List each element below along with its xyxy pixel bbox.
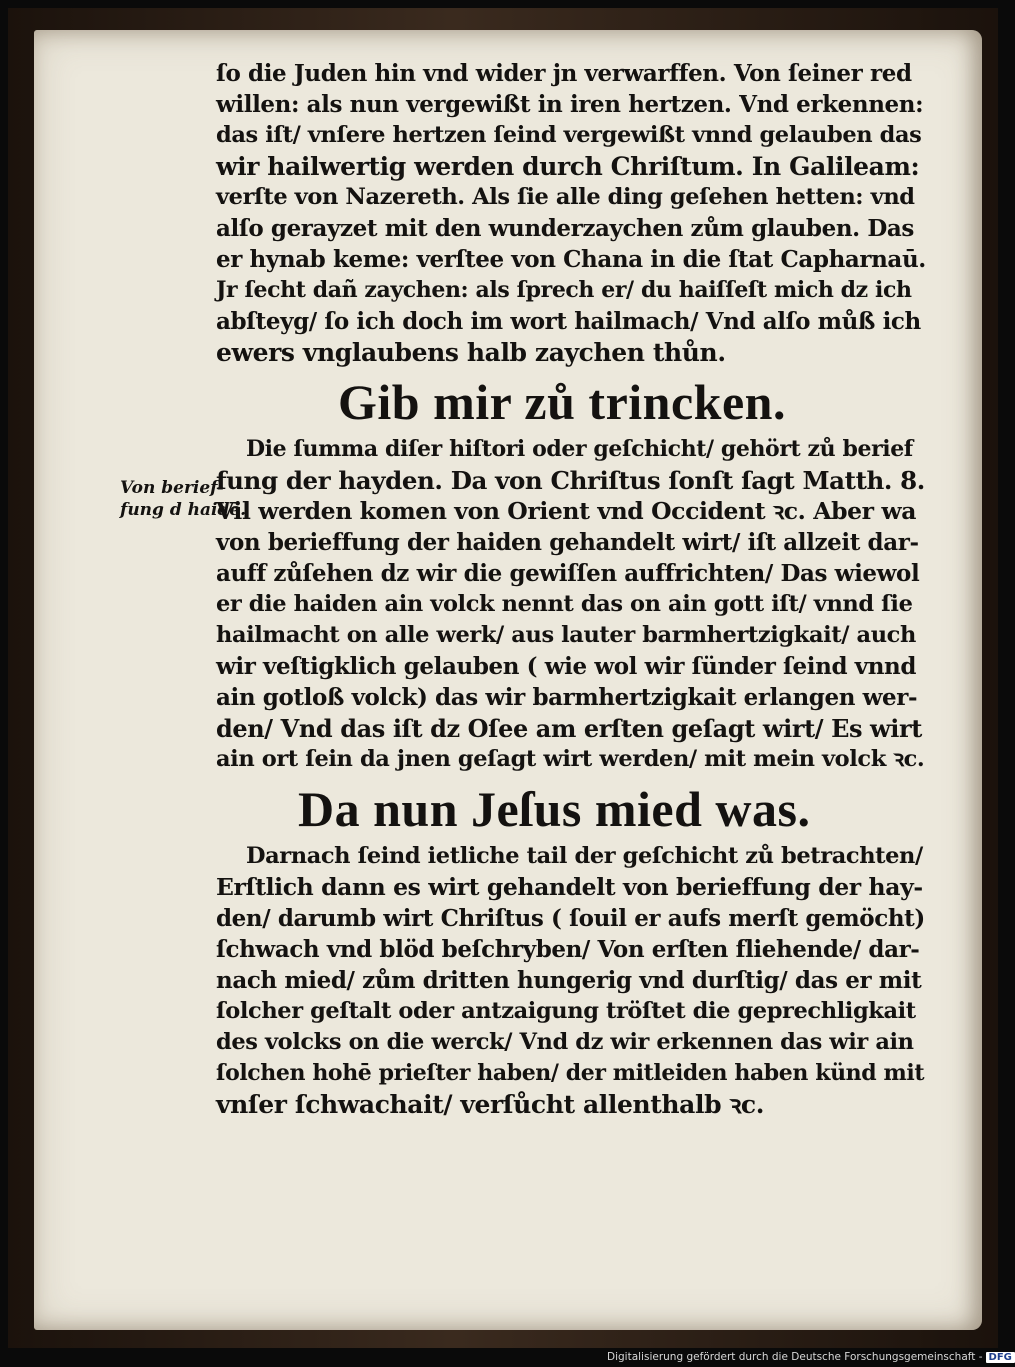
text-line: Jr ſecht dañ zaychen: als ſprech er/ du haiſſeſt mich dz ich xyxy=(216,277,912,303)
text-line: Erſtlich dann es wirt gehandelt von berieffung der hay- xyxy=(216,873,923,901)
funding-footer xyxy=(607,1351,1015,1363)
text-line: ain ort ſein da jnen geſagt wirt werden/ mit mein volck ꝛc. xyxy=(216,746,925,772)
paragraph-2 xyxy=(216,434,926,775)
text-line: wir veſtigklich gelauben ( wie wol wir ſünder ſeind vnnd xyxy=(216,653,917,680)
footer-text: Digitalisierung gefördert durch die Deutsche Forschungsgemeinschaft - xyxy=(607,1351,983,1363)
paragraph-1 xyxy=(216,58,926,368)
text-line: ſolcher geſtalt oder antzaigung tröſtet die geprechligkait xyxy=(216,998,916,1024)
text-line: des volcks on die werck/ Vnd dz wir erkennen das wir ain xyxy=(216,1029,914,1055)
paragraph-3 xyxy=(216,841,926,1120)
text-line: Die ſumma diſer hiſtori oder geſchicht/ gehört zů berief xyxy=(246,436,913,462)
text-line: verſte von Nazereth. Als ſie alle ding geſehen hetten: vnd xyxy=(216,184,915,210)
text-line: das iſt/ vnſere hertzen ſeind vergewißt vnnd gelauben das xyxy=(216,122,922,148)
main-text xyxy=(216,58,926,1120)
dfg-logo: DFG xyxy=(986,1352,1015,1363)
text-line: wir hailwertig werden durch Chriſtum. In Galileam: xyxy=(216,152,920,181)
text-line: Vil werden komen von Orient vnd Occident ꝛc. Aber wa xyxy=(216,497,917,525)
text-line: er hynab keme: verſtee von Chana in die ſtat Capharnaū. xyxy=(216,246,926,273)
text-line: fung der hayden. Da von Chriſtus ſonſt ſagt Matth. 8. xyxy=(216,466,925,495)
text-line: ain gotloß volck) das wir barmhertzigkait erlangen wer- xyxy=(216,684,918,711)
text-line: auff zůſehen dz wir die gewiſſen auffrichten/ Das wiewol xyxy=(216,560,920,587)
text-line: ſchwach vnd blöd beſchryben/ Von erſten fliehende/ dar- xyxy=(216,936,920,963)
text-line: ewers vnglaubens halb zaychen thůn. xyxy=(216,338,726,367)
text-line: den/ darumb wirt Chriſtus ( ſouil er aufs merſt gemöcht) xyxy=(216,905,925,932)
section-heading-1: Gib mir zů trincken. xyxy=(338,374,786,430)
text-line: er die haiden ain volck nennt das on ain gott iſt/ vnnd ſie xyxy=(216,591,913,617)
text-line: alſo gerayzet mit den wunderzaychen zům glauben. Das xyxy=(216,215,914,242)
text-line: vnſer ſchwachait/ verſůcht allenthalb ꝛc. xyxy=(216,1090,765,1119)
text-line: nach mied/ zům dritten hungerig vnd durſtig/ das er mit xyxy=(216,967,922,994)
text-line: den/ Vnd das iſt dz Oſee am erſten geſagt wirt/ Es wirt xyxy=(216,714,922,743)
text-line: hailmacht on alle werk/ aus lauter barmhertzigkait/ auch xyxy=(216,622,916,648)
text-line: ſolchen hohē prieſter haben/ der mitleiden haben künd mit xyxy=(216,1060,925,1086)
section-heading-2: Da nun Jeſus mied was. xyxy=(298,781,811,837)
margin-note-line: Von berief- xyxy=(120,478,224,498)
text-line: Darnach ſeind ietliche tail der geſchicht zů betrachten/ xyxy=(246,843,923,869)
text-line: von berieffung der haiden gehandelt wirt/ iſt allzeit dar- xyxy=(216,529,919,556)
margin-note-line: fung d haidē. xyxy=(120,500,247,520)
text-line: ſo die Juden hin vnd wider jn verwarffen. Von ſeiner red xyxy=(216,60,912,87)
text-line: willen: als nun vergewißt in iren hertzen. Vnd erkennen: xyxy=(216,91,924,118)
text-line: abſteyg/ ſo ich doch im wort hailmach/ Vnd alſo můß ich xyxy=(216,308,921,335)
